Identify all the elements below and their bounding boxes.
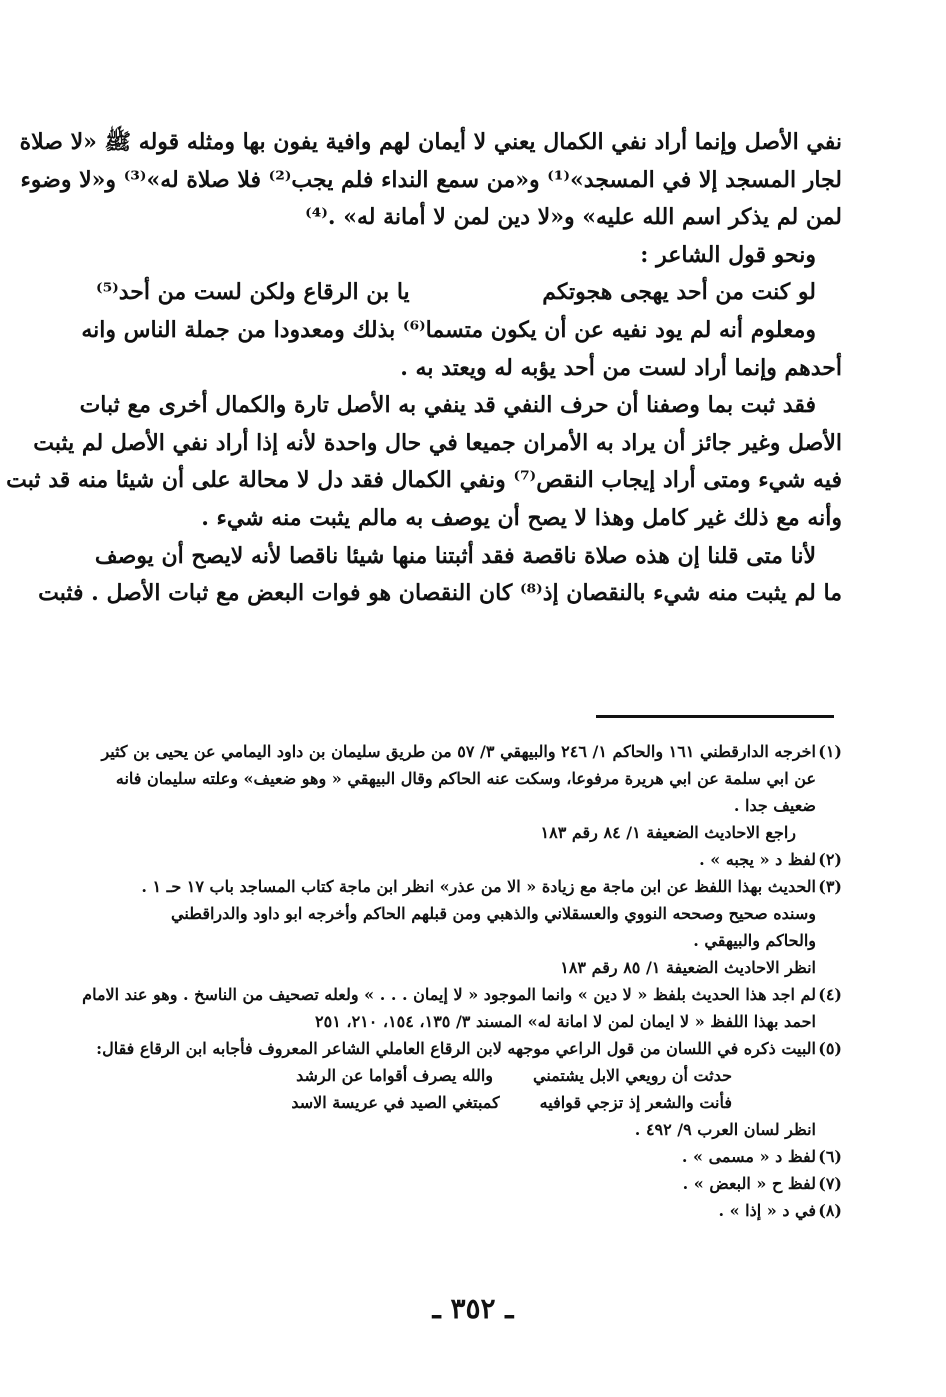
footnote-text: اخرجه الدارقطني ١٦١ والحاكم ١/ ٢٤٦ والبيهقي ٣/ ٥٧ من طريق سليمان بن داود اليمامي عن يحيى بن كثير bbox=[101, 742, 816, 761]
verse-hemistich: كمبتغي الصيد في عريسة الاسد bbox=[291, 1093, 500, 1112]
footnote-text: في د « إذا » . bbox=[718, 1201, 816, 1220]
footnote-number: (٤) bbox=[818, 985, 842, 1004]
text-line: لمن لم يذكر اسم الله عليه» و«لا دين لمن لا أمانة له» .⁽⁴⁾ bbox=[305, 204, 842, 231]
text-line: ما لم يثبت منه شيء بالنقصان إذ⁽⁸⁾ كان النقصان هو فوات البعض مع ثبات الأصل . فثبت bbox=[38, 580, 842, 607]
footnote-5-line: انظر لسان العرب ٩/ ٤٩٢ . bbox=[634, 1120, 816, 1139]
verse-hemistich: فأنت والشعر إذ تزجي قوافيه bbox=[539, 1093, 732, 1112]
text-line: ومعلوم أنه لم يود نفيه عن أن يكون متسما⁽⁶⁾ بذلك ومعدودا من جملة الناس وانه bbox=[81, 316, 816, 343]
footnote-verse bbox=[96, 1089, 842, 1116]
footnote-1-line: عن ابي سلمة عن ابي هريرة مرفوعا، وسكت عنه الحاكم وقال البيهقي « وهو ضعيف» وعلته سليمان فانه bbox=[115, 769, 816, 788]
footnote-text: لفظ ح « البعض » . bbox=[682, 1174, 816, 1193]
footnote-number: (٥) bbox=[818, 1039, 842, 1058]
text-line: فقد ثبت بما وصفنا أن حرف النفي قد ينفي به الأصل تارة والكمال أخرى مع ثبات bbox=[79, 392, 816, 419]
footnote-7 bbox=[96, 1170, 842, 1197]
footnote-verse bbox=[96, 1062, 842, 1089]
text-line: أحدهم وإنما أراد لست من أحد يؤبه له ويعتد به . bbox=[400, 354, 842, 381]
poem-verse bbox=[96, 274, 842, 312]
verse-first-hemistich: لو كنت من أحد يهجى هجوتكم bbox=[542, 279, 816, 306]
footnote-text: لفظ د « يجبه » . bbox=[699, 850, 816, 869]
main-text bbox=[6, 124, 842, 613]
footnotes bbox=[82, 738, 842, 1224]
text-line: نفي الأصل وإنما أراد نفي الكمال يعني لا أيمان لهم وافية يفون بها ومثله قوله ﷺ «لا صلاة bbox=[19, 129, 842, 155]
verse-hemistich: حدثت أن رويعي الابل يشتمني bbox=[533, 1066, 732, 1085]
text-line: الأصل وغير جائز أن يراد به الأمران جميعا في حال واحدة لأنه إذا أراد نفي الأصل لم يثبت bbox=[33, 429, 842, 456]
text-line: وأنه مع ذلك غير كامل وهذا لا يصح أن يوصف به مالم يثبت منه شيء . bbox=[201, 504, 842, 531]
footnote-number: (٧) bbox=[818, 1174, 842, 1193]
footnote-separator bbox=[596, 715, 834, 718]
footnote-5 bbox=[96, 1035, 842, 1062]
footnote-text: لفظ د « مسمى » . bbox=[681, 1147, 816, 1166]
footnote-4-line: احمد بهذا اللفظ « لا ايمان لمن لا امانة له» المسند ٣/ ١٣٥، ١٥٤، ٢١٠، ٢٥١ bbox=[315, 1012, 816, 1031]
footnote-2 bbox=[96, 846, 842, 873]
footnote-4 bbox=[82, 981, 842, 1008]
text-line: لجار المسجد إلا في المسجد»⁽¹⁾ و«من سمع النداء فلم يجب⁽²⁾ فلا صلاة له»⁽³⁾ و«لا وضوء bbox=[20, 166, 842, 193]
text-line: لأنا متى قلنا إن هذه صلاة ناقصة فقد أثبتنا منها شيئا ناقصا لأنه لايصح أن يوصف bbox=[94, 542, 816, 569]
footnote-1-line: ضعيف جدا . bbox=[733, 796, 816, 815]
footnote-3-line: وسنده صحيح وصححه النووي والعسقلاني والذهبي ومن قبلهم الحاكم وأخرجه ابو داود والدراقطني bbox=[171, 904, 816, 923]
footnote-8 bbox=[96, 1197, 842, 1224]
page-number: ـ ٣٥٢ ـ bbox=[432, 1292, 514, 1325]
verse-second-hemistich: يا بن الرقاع ولكن لست من أحد⁽⁵⁾ bbox=[96, 279, 410, 306]
footnote-number: (١) bbox=[818, 742, 842, 761]
footnote-6 bbox=[96, 1143, 842, 1170]
footnote-number: (٦) bbox=[818, 1147, 842, 1166]
verse-hemistich: والله يصرف أقواما عن الرشد bbox=[296, 1066, 493, 1085]
footnote-1 bbox=[96, 738, 842, 765]
footnote-text: لم اجد هذا الحديث بلفظ « لا دين » وانما الموجود « لا إيمان . . . » ولعله تصحيف من الناسخ . وهو عند الامام bbox=[82, 985, 816, 1004]
text-line: فيه شيء ومتى أراد إيجاب النقص⁽⁷⁾ ونفي الكمال فقد دل لا محالة على أن شيئا منه قد ثبت bbox=[6, 467, 842, 494]
footnote-3-line: والحاكم والبيهقي . bbox=[693, 931, 816, 950]
footnote-text: البيت ذكره في اللسان من قول الراعي موجهه لابن الرقاع العاملي الشاعر المعروف فأجابه ابن الرقاع فقال: bbox=[96, 1039, 816, 1058]
footnote-text: الحديث بهذا اللفظ عن ابن ماجة مع زيادة « الا من عذر» انظر ابن ماجة كتاب المساجد باب ١٧ حـ ١ . bbox=[141, 877, 816, 896]
footnote-3-line: انظر الاحاديث الضعيفة ١/ ٨٥ رقم ١٨٣ bbox=[560, 958, 816, 977]
footnote-number: (٨) bbox=[818, 1201, 842, 1220]
text-line: ونحو قول الشاعر : bbox=[640, 241, 816, 268]
footnote-number: (٣) bbox=[818, 877, 842, 896]
footnote-3 bbox=[96, 873, 842, 900]
footnote-1-line: راجع الاحاديث الضعيفة ١/ ٨٤ رقم ١٨٣ bbox=[540, 823, 796, 842]
footnote-number: (٢) bbox=[818, 850, 842, 869]
